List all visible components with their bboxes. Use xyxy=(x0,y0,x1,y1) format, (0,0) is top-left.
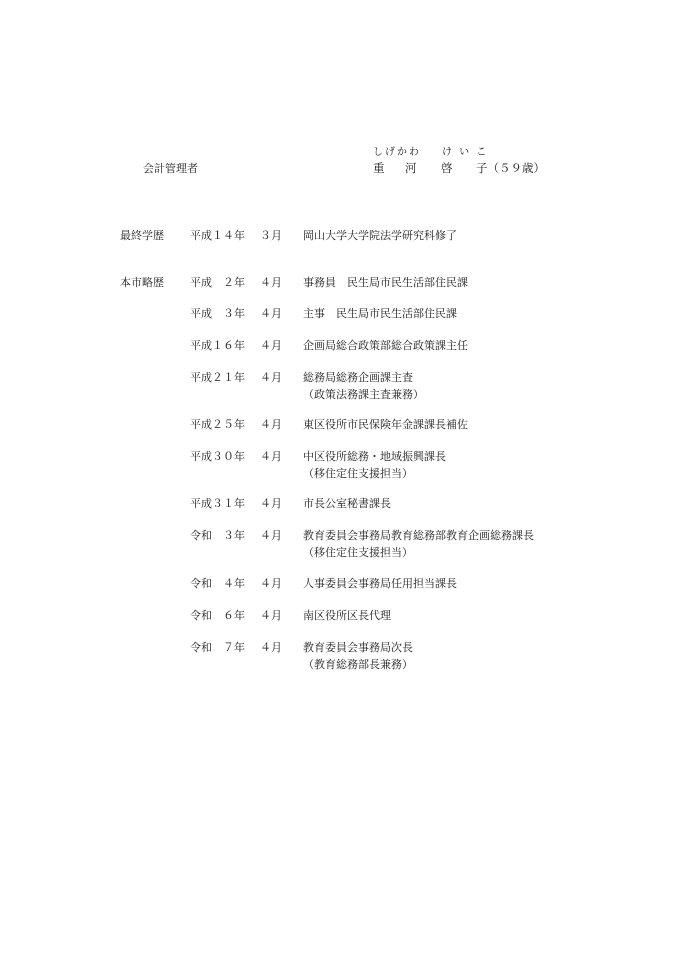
career-month: ４月 xyxy=(260,371,282,384)
career-position: 主事 民生局市民生活部住民課 xyxy=(303,307,457,320)
career-year: 平成１６年 xyxy=(190,339,245,352)
career-year: 平成３０年 xyxy=(190,450,245,463)
career-month: ４月 xyxy=(260,339,282,352)
career-position: 企画局総合政策部総合政策課主任 xyxy=(303,339,468,352)
career-month: ４月 xyxy=(260,307,282,320)
career-position: 中区役所総務・地域振興課長 xyxy=(303,450,446,463)
career-date xyxy=(190,419,282,430)
career-position-note: （移住定住支援担当） xyxy=(303,467,413,480)
career-month: ４月 xyxy=(260,418,282,431)
career-date xyxy=(190,277,282,288)
career-position: 南区役所区長代理 xyxy=(303,609,391,622)
career-position: 市長公室秘書課長 xyxy=(303,497,391,510)
education-month: ３月 xyxy=(260,229,282,242)
position-title: 会計管理者 xyxy=(143,162,198,175)
career-year: 平成 ２年 xyxy=(190,276,245,289)
career-month: ４月 xyxy=(260,609,282,622)
career-position: 総務局総務企画課主査 xyxy=(303,371,413,384)
career-position-note: （政策法務課主査兼務） xyxy=(303,388,424,401)
career-date xyxy=(190,498,282,509)
career-month: ４月 xyxy=(260,641,282,654)
career-year: 令和 ４年 xyxy=(190,577,245,590)
career-position: 事務員 民生局市民生活部住民課 xyxy=(303,276,468,289)
career-date xyxy=(190,340,282,351)
career-year: 平成３１年 xyxy=(190,497,245,510)
career-position-note: （教育総務部長兼務） xyxy=(303,658,413,671)
career-year: 平成 ３年 xyxy=(190,307,245,320)
career-date xyxy=(190,642,282,653)
career-year: 令和 ６年 xyxy=(190,609,245,622)
education-date xyxy=(190,230,282,241)
career-year: 令和 ７年 xyxy=(190,641,245,654)
career-date xyxy=(190,372,282,383)
name-char-1: 重 xyxy=(373,161,385,175)
career-date xyxy=(190,610,282,621)
career-year: 平成２５年 xyxy=(190,418,245,431)
career-label: 本市略歴 xyxy=(120,276,164,289)
education-text: 岡山大学大学院法学研究科修了 xyxy=(303,229,457,242)
career-position: 東区役所市民保険年金課課長補佐 xyxy=(303,418,468,431)
career-date xyxy=(190,308,282,319)
career-month: ４月 xyxy=(260,577,282,590)
career-month: ４月 xyxy=(260,450,282,463)
career-position: 人事委員会事務局任用担当課長 xyxy=(303,577,457,590)
career-year: 令和 ３年 xyxy=(190,529,245,542)
name-char-2: 河 xyxy=(405,161,417,175)
career-date xyxy=(190,578,282,589)
name-ruby-family: しげかわ xyxy=(373,147,421,158)
career-month: ４月 xyxy=(260,497,282,510)
career-month: ４月 xyxy=(260,276,282,289)
career-date xyxy=(190,530,282,541)
career-date xyxy=(190,451,282,462)
career-position: 教育委員会事務局次長 xyxy=(303,641,413,654)
career-month: ４月 xyxy=(260,529,282,542)
education-year: 平成１４年 xyxy=(190,229,245,242)
career-position-note: （移住定住支援担当） xyxy=(303,546,413,559)
career-position: 教育委員会事務局教育総務部教育企画総務課長 xyxy=(303,529,534,542)
name-ruby-given: け い こ xyxy=(442,147,489,158)
career-year: 平成２１年 xyxy=(190,371,245,384)
name-char-3: 啓 xyxy=(441,161,453,175)
education-label: 最終学歴 xyxy=(120,229,164,242)
name-char-4: 子（５９歳） xyxy=(476,161,545,175)
